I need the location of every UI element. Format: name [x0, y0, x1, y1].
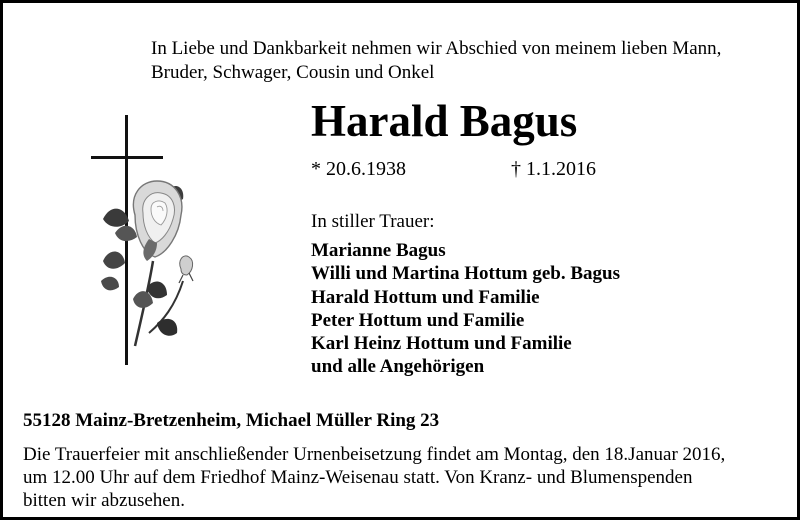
intro-line: Bruder, Schwager, Cousin und Onkel [151, 62, 435, 83]
rose-icon [101, 181, 193, 346]
cross-rose-emblem [83, 111, 213, 373]
address: 55128 Mainz-Bretzenheim, Michael Müller Ring 23 [23, 410, 440, 431]
mourning-label: In stiller Trauer: [311, 211, 435, 232]
ceremony-line: Die Trauerfeier mit anschließender Urnenbeisetzung findet am Montag, den 18.Januar 2016, [23, 444, 726, 465]
death-date: † 1.1.2016 [511, 158, 596, 180]
ceremony-text [23, 443, 725, 512]
mourner-name: Peter Hottum und Familie [311, 309, 525, 331]
intro-text [151, 37, 721, 85]
mourner-name: Willi und Martina Hottum geb. Bagus [311, 263, 620, 285]
deceased-name: Harald Bagus [311, 96, 578, 146]
birth-date: * 20.6.1938 [311, 158, 406, 180]
mourner-name: Harald Hottum und Familie [311, 286, 540, 308]
mourner-name: und alle Angehörigen [311, 356, 485, 378]
ceremony-line: bitten wir abzusehen. [23, 490, 185, 511]
mourner-name: Karl Heinz Hottum und Familie [311, 333, 572, 355]
intro-line: In Liebe und Dankbarkeit nehmen wir Abschied von meinem lieben Mann, [151, 38, 722, 59]
ceremony-line: um 12.00 Uhr auf dem Friedhof Mainz-Weisenau statt. Von Kranz- und Blumenspenden [23, 467, 693, 488]
cross-rose-graphic [83, 111, 213, 373]
mourner-name: Marianne Bagus [311, 240, 446, 261]
mourners-list [311, 239, 620, 379]
